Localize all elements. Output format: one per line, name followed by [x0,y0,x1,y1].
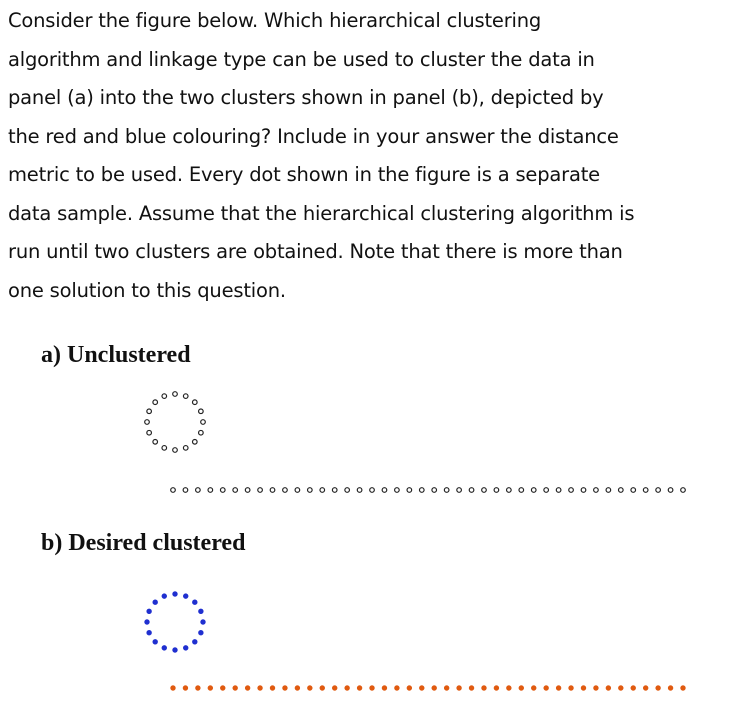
line-point [395,686,400,691]
line-point [171,488,176,493]
line-point [482,488,487,493]
ring-point [145,420,150,425]
line-point [531,488,536,493]
question-line: data sample. Assume that the hierarchical clustering algorithm is [8,201,635,225]
line-point [208,488,213,493]
line-point [370,686,375,691]
ring-point [147,630,152,635]
line-point [233,686,238,691]
line-point [507,488,512,493]
line-point [357,488,362,493]
ring-point [147,609,152,614]
ring-point [183,645,188,650]
line-point [619,488,624,493]
line-point [419,488,424,493]
line-point [444,686,449,691]
line-point [245,488,250,493]
line-point [382,686,387,691]
line-point [270,686,275,691]
line-point [295,488,300,493]
ring-point [173,592,178,597]
line-point [283,686,288,691]
question-line: one solution to this question. [8,278,286,302]
line-point [183,686,188,691]
line-point [581,686,586,691]
line-point [258,488,263,493]
line-point [681,488,686,493]
ring-point [183,446,188,451]
line-point [295,686,300,691]
line-point [544,488,549,493]
ring-point [147,409,152,414]
line-point [345,686,350,691]
ring-point [162,645,167,650]
ring-point [192,600,197,605]
line-point [183,488,188,493]
ring-point [201,620,206,625]
ring-point [173,392,178,397]
line-point [357,686,362,691]
line-point [457,686,462,691]
panel-b-scatter [145,592,686,691]
ring-point [198,609,203,614]
line-point [220,686,225,691]
panel-a-label: a) Unclustered [41,342,191,368]
line-point [419,686,424,691]
ring-point [183,594,188,599]
line-point [196,488,201,493]
ring-point [183,394,188,399]
line-point [643,488,648,493]
question-line: run until two clusters are obtained. Note that there is more than [8,240,623,263]
line-point [220,488,225,493]
line-point [556,686,561,691]
line-point [432,488,437,493]
line-point [681,686,686,691]
line-point [270,488,275,493]
ring-point [193,400,198,405]
line-point [195,686,200,691]
line-point [482,686,487,691]
line-point [407,488,412,493]
line-point [283,488,288,493]
line-point [656,686,661,691]
ring-point [199,430,204,435]
line-point [233,488,238,493]
ring-point [193,440,198,445]
line-point [556,488,561,493]
ring-point [147,430,152,435]
line-point [519,686,524,691]
line-point [494,686,499,691]
ring-point [162,446,167,451]
line-point [606,686,611,691]
line-point [618,686,623,691]
line-point [668,686,673,691]
question-line: Consider the figure below. Which hierarchical clustering [8,9,542,32]
line-point [258,686,263,691]
ring-point [201,420,206,425]
line-point [432,686,437,691]
line-point [631,488,636,493]
line-point [307,686,312,691]
ring-point [192,639,197,644]
line-point [171,686,176,691]
line-point [656,488,661,493]
ring-point [173,648,178,653]
line-point [444,488,449,493]
line-point [332,488,337,493]
line-point [457,488,462,493]
line-point [320,686,325,691]
line-point [382,488,387,493]
line-point [581,488,586,493]
line-point [668,488,673,493]
ring-point [153,639,158,644]
line-point [506,686,511,691]
line-point [320,488,325,493]
line-point [519,488,524,493]
ring-point [173,448,178,453]
line-point [345,488,350,493]
line-point [332,686,337,691]
line-point [494,488,499,493]
line-point [594,686,599,691]
line-point [395,488,400,493]
question-line: the red and blue colouring? Include in your answer the distance [8,124,619,148]
ring-point [198,630,203,635]
line-point [643,686,648,691]
ring-point [162,594,167,599]
line-point [469,488,474,493]
line-point [370,488,375,493]
ring-point [153,400,158,405]
ring-point [153,600,158,605]
line-point [245,686,250,691]
line-point [308,488,313,493]
ring-point [162,394,167,399]
line-point [569,686,574,691]
line-point [631,686,636,691]
panel-a-scatter [145,392,686,493]
line-point [407,686,412,691]
panel-b-label: b) Desired clustered [41,530,246,556]
ring-point [145,620,150,625]
ring-point [153,440,158,445]
question-line: panel (a) into the two clusters shown in panel (b), depicted by [8,86,604,109]
ring-point [199,409,204,414]
line-point [208,686,213,691]
line-point [544,686,549,691]
line-point [531,686,536,691]
line-point [594,488,599,493]
line-point [606,488,611,493]
question-line: algorithm and linkage type can be used to cluster the data in [8,47,595,71]
line-point [469,686,474,691]
question-line: metric to be used. Every dot shown in the figure is a separate [8,163,600,186]
line-point [569,488,574,493]
